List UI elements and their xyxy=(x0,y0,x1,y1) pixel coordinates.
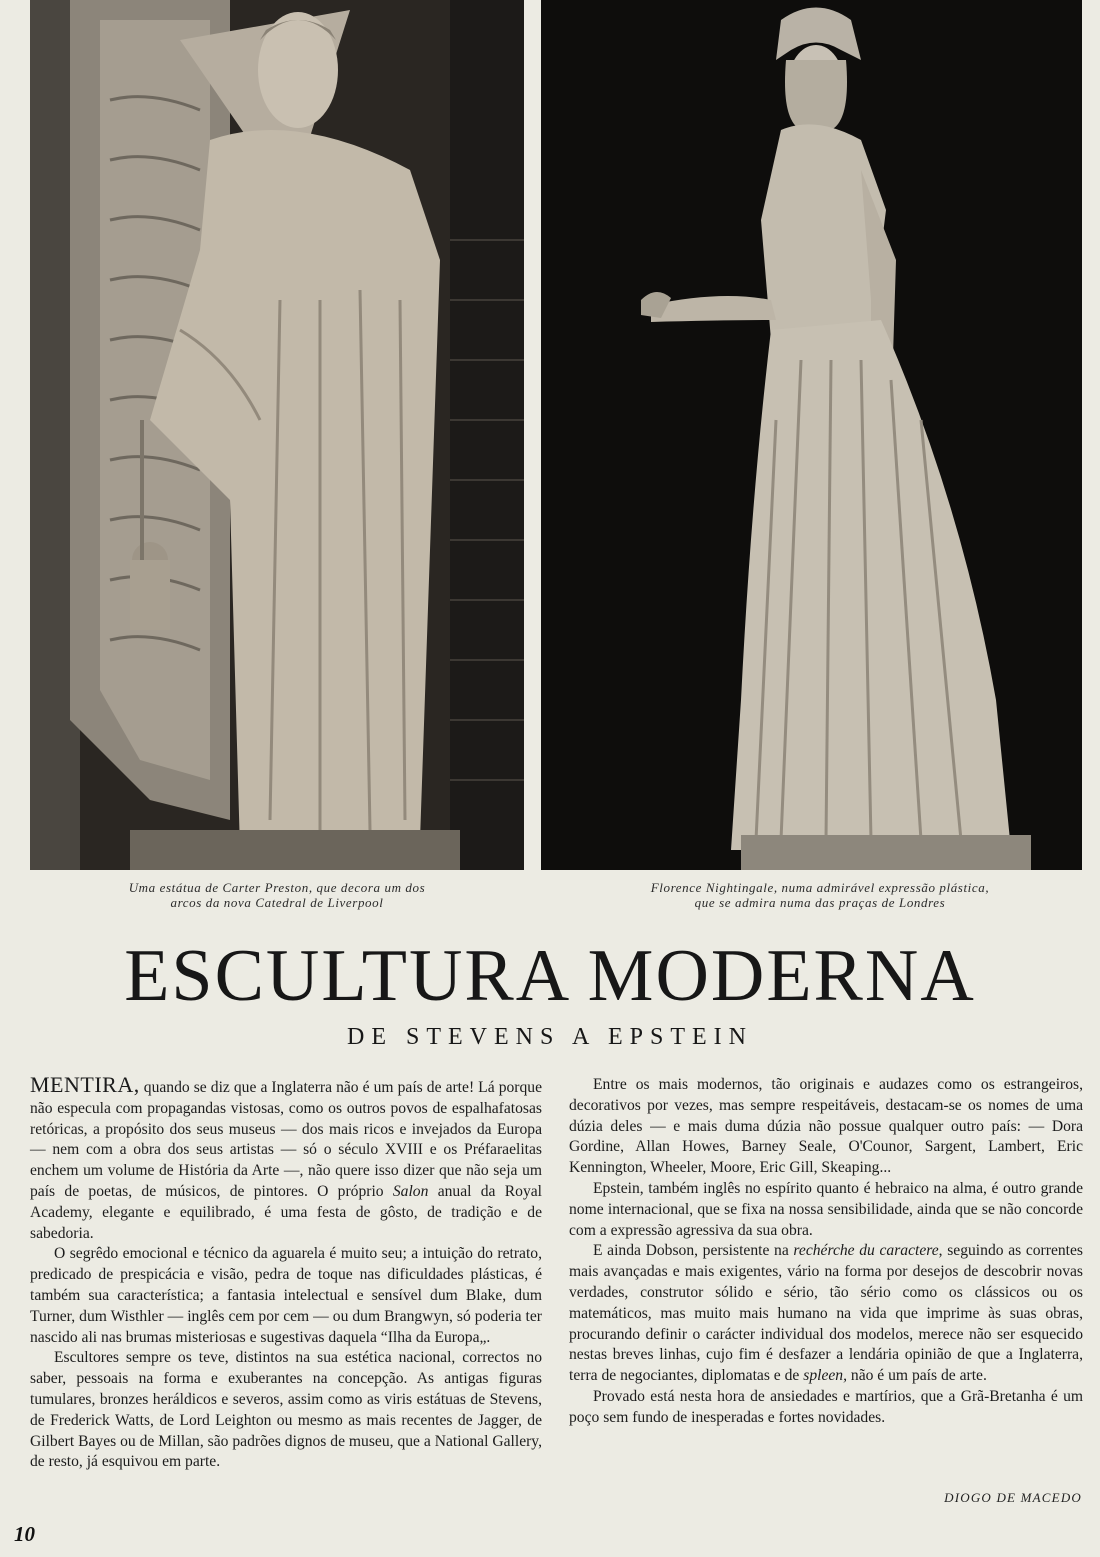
paragraph: O segrêdo emocional e técnico da aguarela é muito seu; a intuição do retrato, predicado de prespicácia e visão, pedra de toque nas dificuldades plásticas, é também sua característica; a fantasia intelectual e sensível dum Blake, dum Turner, dum Wisthler — inglês cem por cem — ou dum Brangwyn, só poderia ter nascido ali nas brumas misteriosas e sugestivas daquela “Ilha da Europa„. xyxy=(30,1245,542,1346)
photo-caption-left xyxy=(30,880,524,910)
caption-line: arcos da nova Catedral de Liverpool xyxy=(170,895,384,910)
caption-line: Florence Nightingale, numa admirável expressão plástica, xyxy=(650,880,990,895)
paragraph: Escultores sempre os teve, distintos na sua estética nacional, correctos no saber, pessoais na forma e exuberantes na concepção. As antigas figuras tumulares, bronzes heráldicos e severos, assim como as viris estátuas de Stevens, de Frederick Watts, de Lord Leighton ou mesmo as mais recentes de Jagger, de Gilbert Bayes ou de Millan, são padrões dignos de museu, que a National Gallery, de resto, já esquivou em parte. xyxy=(30,1349,542,1471)
author-byline: DIOGO DE MACEDO xyxy=(944,1490,1082,1505)
paragraph: Epstein, também inglês no espírito quanto é hebraico na alma, é outro grande nome internacional, que se fixa na nossa sensibilidade, ainda que se não concorde com a expressão agressiva da sua obra. xyxy=(569,1179,1083,1239)
article-subtitle: DE STEVENS A EPSTEIN xyxy=(346,1024,753,1050)
lead-word: MENTIRA, xyxy=(30,1072,140,1097)
photo-florence-nightingale-statue xyxy=(541,0,1082,870)
article-title: ESCULTURA MODERNA xyxy=(124,935,976,1017)
angel-statue-illustration xyxy=(30,0,524,870)
photo-carter-preston-statue xyxy=(30,0,524,870)
nightingale-statue-illustration xyxy=(541,0,1082,870)
paragraph: Provado está nesta hora de ansiedades e martírios, que a Grã-Bretanha é um poço sem fundo de inesperadas e fortes novidades. xyxy=(569,1387,1083,1426)
article-column-left xyxy=(30,1072,542,1473)
caption-line: Uma estátua de Carter Preston, que decora um dos xyxy=(128,880,426,895)
article-column-right xyxy=(569,1075,1083,1429)
paragraph: E ainda Dobson, persistente na rechérche du caractere, seguindo as correntes mais avançadas e mais exigentes, vário na forma por desejos de descobrir novas verdades, construtor sólido e sério, tão sério como os clássicos ou os matemáticos, mas muito mais humano na vida que imprime às suas obras, procurando definir o carácter individual dos modelos, merece não ser esquecido nestas breves linhas, cujo fim é desfazer a lendária opinião de que a Inglaterra, terra de negociantes, diplomatas e de spleen, não é um país de arte. xyxy=(569,1242,1083,1385)
paragraph: Entre os mais modernos, tão originais e audazes como os estrangeiros, decorativos por vezes, mas sempre respeitáveis, destacam-se os nomes de uma dúzia deles — e mais duma dúzia não possue qualquer outro país: — Dora Gordine, Allan Howes, Barney Seale, O'Counor, Sargent, Lambert, Eric Kennington, Wheeler, Moore, Eric Gill, Skeaping... xyxy=(569,1076,1083,1177)
paragraph: MENTIRA, quando se diz que a Inglaterra não é um país de arte! Lá porque não especula com propagandas vistosas, como os outros povos de espalhafatosas retóricas, a propósito dos seus museus — dos mais ricos e invejados da Europa — nem com a obra dos seus artistas — só o século XVIII e os Préfaraelitas enchem um volume de História da Arte —, não quere isso dizer que não seja um país de poetas, de músicos, de pintores. O próprio Salon anual da Royal Academy, elegante e equilibrado, é uma festa de gôsto, de tradição e de sabedoria. xyxy=(30,1072,542,1242)
caption-line: que se admira numa das praças de Londres xyxy=(694,895,946,910)
photo-caption-right xyxy=(560,880,1080,910)
page-number: 10 xyxy=(14,1522,35,1546)
